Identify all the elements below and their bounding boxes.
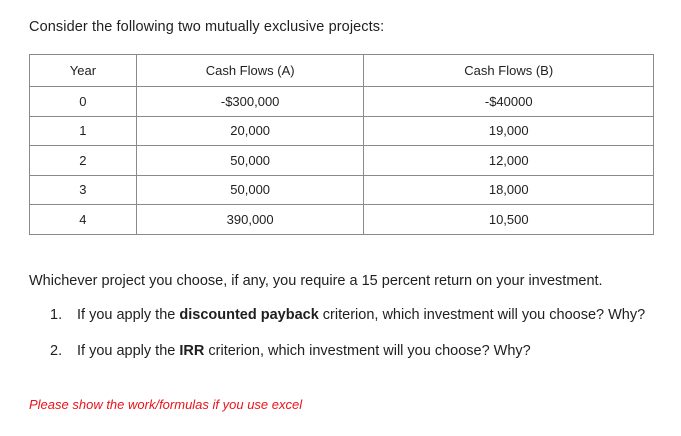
table-row [30, 87, 654, 117]
cell-cash-flow-b: 12,000 [364, 146, 654, 176]
cell-cash-flow-b: 19,000 [364, 116, 654, 146]
table-row [30, 175, 654, 205]
question-item [50, 304, 645, 340]
question-emphasis: IRR [179, 343, 205, 359]
cell-year: 1 [30, 116, 137, 146]
cell-cash-flow-a: -$300,000 [136, 87, 364, 117]
header-cash-flows-b: Cash Flows (B) [364, 55, 654, 87]
cell-cash-flow-b: -$40000 [364, 87, 654, 117]
cash-flows-table [29, 54, 654, 235]
cell-year: 2 [30, 146, 137, 176]
cell-cash-flow-a: 20,000 [136, 116, 364, 146]
excel-note: Please show the work/formulas if you use excel [29, 397, 303, 412]
cell-cash-flow-a: 50,000 [136, 175, 364, 205]
intro-text: Consider the following two mutually exclusive projects: [29, 19, 385, 35]
table-row [30, 205, 654, 235]
cell-year: 3 [30, 175, 137, 205]
question-item [50, 340, 645, 376]
question-text [77, 340, 531, 376]
question-number: 1. [50, 307, 63, 323]
question-text-before: If you apply the [77, 307, 180, 323]
question-text-after: criterion, which investment will you choose? Why? [318, 307, 646, 323]
question-text-before: If you apply the [77, 343, 180, 359]
cell-cash-flow-b: 18,000 [364, 175, 654, 205]
table-row [30, 146, 654, 176]
cell-cash-flow-a: 390,000 [136, 205, 364, 235]
cell-year: 0 [30, 87, 137, 117]
header-year: Year [30, 55, 137, 87]
question-text [77, 304, 645, 340]
question-number: 2. [50, 343, 63, 359]
required-return-text: Whichever project you choose, if any, you require a 15 percent return on your investment. [29, 273, 603, 289]
question-text-after: criterion, which investment will you choose? Why? [204, 343, 531, 359]
cell-year: 4 [30, 205, 137, 235]
table-header-row [30, 55, 654, 87]
table-row [30, 116, 654, 146]
header-cash-flows-a: Cash Flows (A) [136, 55, 364, 87]
question-list [50, 304, 645, 376]
cell-cash-flow-b: 10,500 [364, 205, 654, 235]
question-emphasis: discounted payback [179, 307, 319, 323]
cell-cash-flow-a: 50,000 [136, 146, 364, 176]
